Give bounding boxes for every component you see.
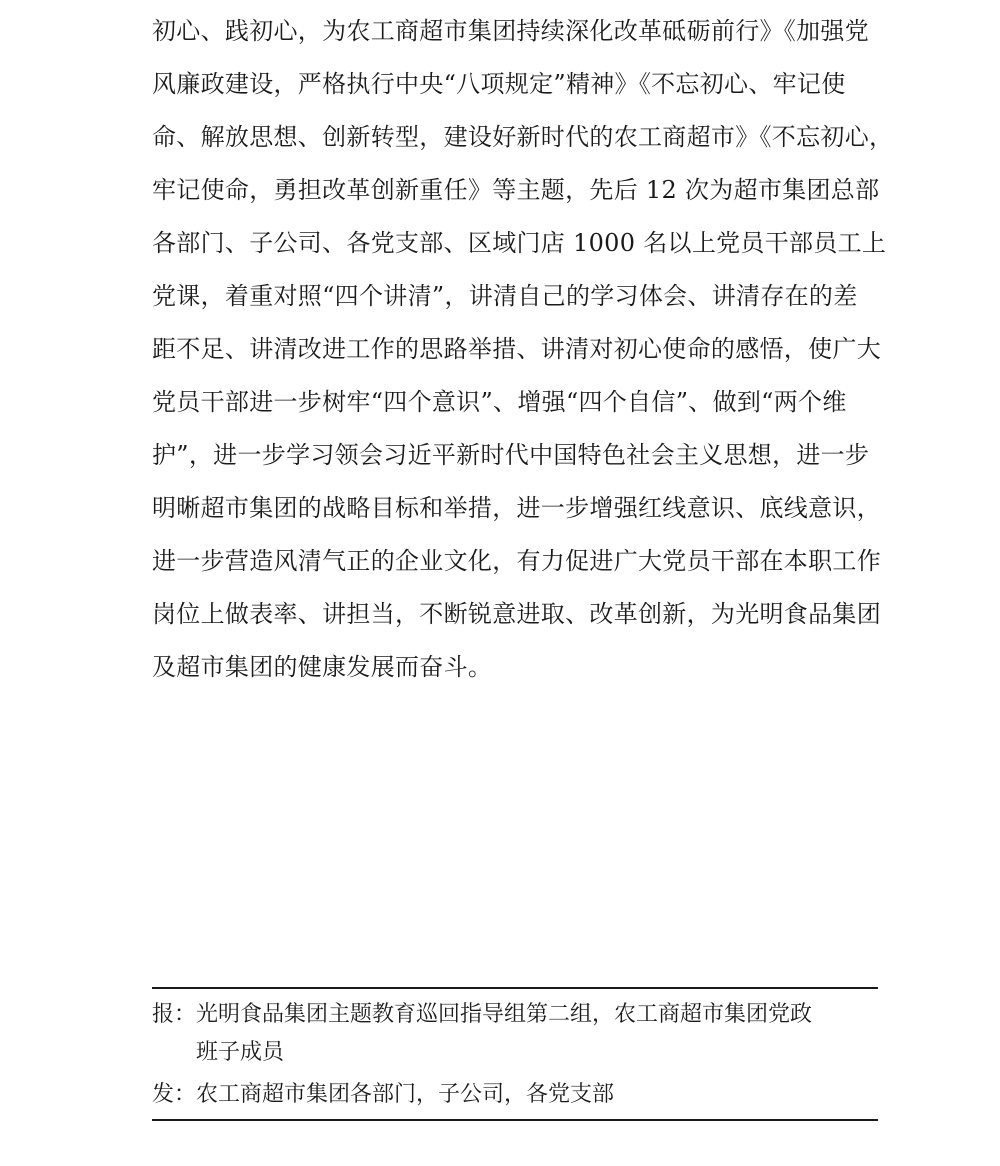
paragraph-line: 牢记使命，勇担改革创新重任》等主题，先后 12 次为超市集团总部	[152, 176, 880, 204]
body-paragraph	[152, 8, 894, 697]
report-to-continuation: 班子成员	[196, 1040, 285, 1065]
report-to-block	[152, 996, 878, 1072]
paragraph-line: 命、解放思想、创新转型，建设好新时代的农工商超市》《不忘初心，	[152, 123, 894, 151]
report-to-line: 报：光明食品集团主题教育巡回指导组第二组，农工商超市集团党政	[152, 1002, 813, 1027]
paragraph-line: 距不足、讲清改进工作的思路举措、讲清对初心使命的感悟，使广大	[152, 335, 881, 363]
paragraph-line: 进一步营造风清气正的企业文化，有力促进广大党员干部在本职工作	[152, 547, 881, 575]
paragraph-line: 初心、践初心，为农工商超市集团持续深化改革砥砺前行》《加强党	[152, 17, 869, 45]
paragraph-line: 党课，着重对照“四个讲清”，讲清自己的学习体会、讲清存在的差	[152, 282, 858, 310]
divider-top	[152, 987, 878, 989]
paragraph-line: 各部门、子公司、各党支部、区域门店 1000 名以上党员干部员工上	[152, 229, 887, 257]
send-to-line: 发：农工商超市集团各部门，子公司，各党支部	[152, 1082, 615, 1107]
paragraph-line: 风廉政建设，严格执行中央“八项规定”精神》《不忘初心、牢记使	[152, 70, 846, 98]
paragraph-line: 护”，进一步学习领会习近平新时代中国特色社会主义思想，进一步	[152, 441, 870, 469]
paragraph-line: 及超市集团的健康发展而奋斗。	[152, 653, 493, 681]
divider-bottom	[152, 1119, 878, 1121]
send-to-block	[152, 1076, 878, 1114]
paragraph-line: 岗位上做表率、讲担当，不断锐意进取、改革创新，为光明食品集团	[152, 600, 881, 628]
paragraph-line: 明晰超市集团的战略目标和举措，进一步增强红线意识、底线意识，	[152, 494, 881, 522]
paragraph-line: 党员干部进一步树牢“四个意识”、增强“四个自信”、做到“两个维	[152, 388, 847, 416]
